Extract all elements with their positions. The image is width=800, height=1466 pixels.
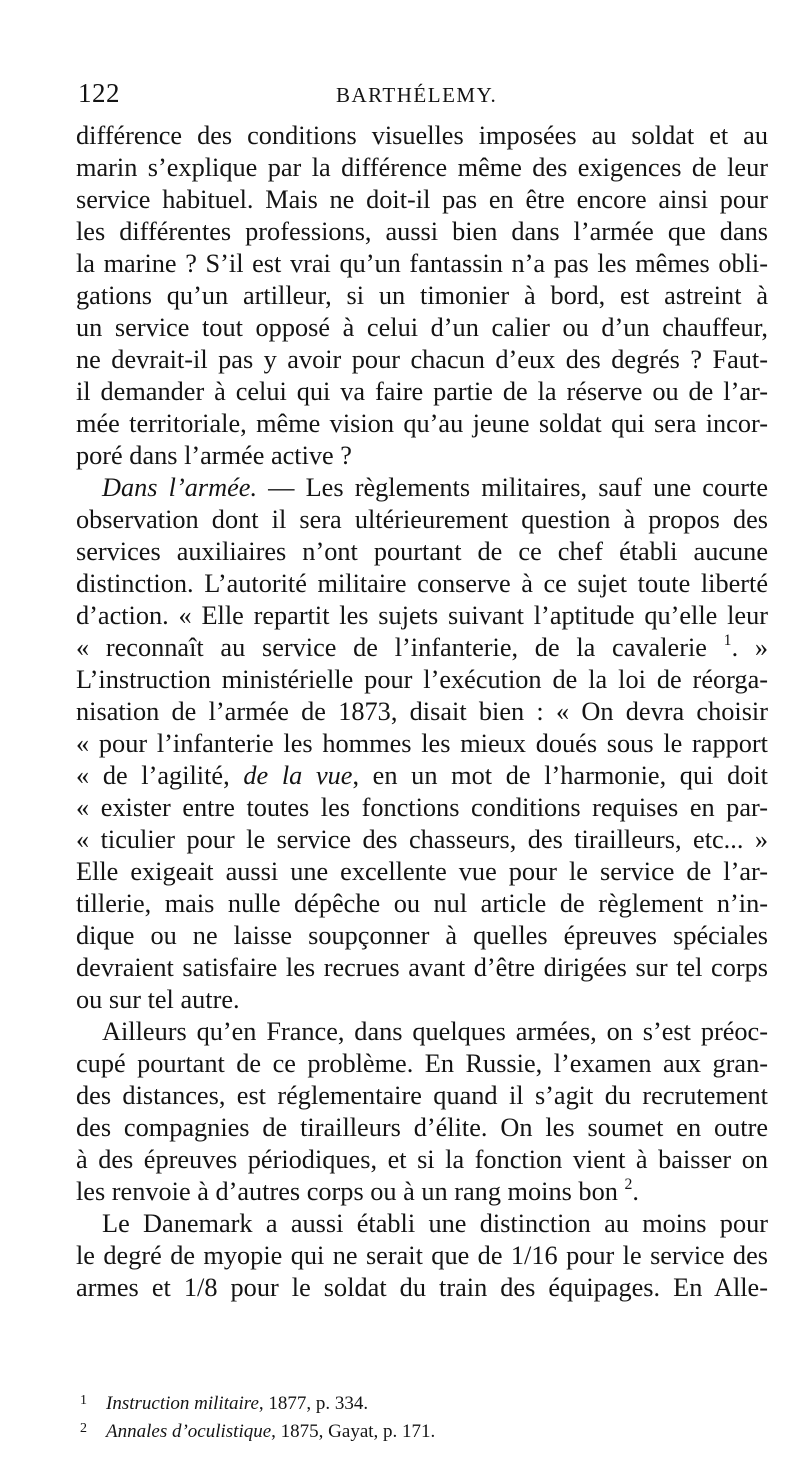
text-line: service habituel. Mais ne doit-il pas en être encore ainsi pour <box>76 185 768 214</box>
text-line: différence des conditions visuelles imposées au soldat et au <box>76 121 768 150</box>
footnote-mark: 1 <box>80 1393 87 1408</box>
footnote-title: Instruction militaire <box>106 1392 259 1414</box>
text-fragment: — Les règlements militaires, sauf une courte <box>257 473 768 502</box>
text-line <box>76 472 768 504</box>
text-line: services auxiliaires n’ont pourtant de ce chef établi aucune <box>76 537 768 566</box>
text-line: poré dans l’armée active ? <box>76 441 352 470</box>
paragraph-3 <box>76 1016 768 1208</box>
paragraph-2 <box>76 472 768 1016</box>
text-fragment: les renvoie à d’autres corps ou à un rang moins bon <box>76 1177 618 1206</box>
footnote-title: Annales d’oculistique <box>106 1420 272 1442</box>
footnote-2 <box>80 1416 770 1444</box>
text-line: tillerie, mais nulle dépêche ou nul article de règlement n’in- <box>76 889 768 918</box>
page-header <box>78 78 768 112</box>
text-line: les différentes professions, aussi bien dans l’armée que dans <box>76 217 768 246</box>
text-line: cupé pourtant de ce problème. En Russie, l’examen aux gran- <box>76 1049 768 1078</box>
text-line: il demander à celui qui va faire partie de la réserve ou de l’ar- <box>76 377 768 406</box>
text-line: marin s’explique par la différence même des exigences de leur <box>76 153 768 182</box>
text-line: gations qu’un artilleur, si un timonier à bord, est astreint à <box>76 281 768 310</box>
footnote-mark: 2 <box>80 1420 87 1436</box>
text-line <box>76 632 768 664</box>
page-number: 122 <box>78 78 120 108</box>
text-line <box>76 1176 768 1208</box>
footnote-ref-2: 2 <box>624 1175 633 1193</box>
body-text <box>76 120 768 1304</box>
text-line: Elle exigeait aussi une excellente vue pour le service de l’ar- <box>76 857 768 886</box>
text-line: « ticulier pour le service des chasseurs, des tirailleurs, etc... » <box>76 825 768 854</box>
text-line: mée territoriale, même vision qu’au jeune soldat qui sera incor- <box>76 409 768 438</box>
text-line: dique ou ne laisse soupçonner à quelles épreuves spéciales <box>76 921 768 950</box>
text-line: un service tout opposé à celui d’un calier ou d’un chauffeur, <box>76 313 768 342</box>
footnotes <box>80 1388 770 1444</box>
text-line: devraient satisfaire les recrues avant d’être dirigées sur tel corps <box>76 953 768 982</box>
text-line: ou sur tel autre. <box>76 985 240 1014</box>
paragraph-4 <box>76 1208 768 1304</box>
text-line: Ailleurs qu’en France, dans quelques armées, on s’est préoc- <box>102 1017 768 1046</box>
text-line <box>76 760 768 792</box>
footnote-rest: , 1875, Gayat, p. 171. <box>271 1420 436 1442</box>
running-head: BARTHÉLEMY. <box>336 83 498 107</box>
text-fragment: , en un mot de l’harmonie, qui doit <box>352 761 768 790</box>
text-fragment: . » <box>731 633 769 662</box>
text-line: « pour l’infanterie les hommes les mieux doués sous le rapport <box>76 729 768 758</box>
text-fragment: . <box>632 1177 639 1206</box>
text-line: L’instruction ministérielle pour l’exécution de la loi de réorga- <box>76 665 768 694</box>
text-fragment: « de l’agilité, <box>76 761 244 790</box>
text-line: armes et 1/8 pour le soldat du train des équipages. En Alle- <box>76 1273 768 1302</box>
text-fragment: « reconnaît au service de l’infanterie, de la cavalerie <box>76 633 707 662</box>
footnote-ref-1: 1 <box>723 631 732 649</box>
section-heading-italic: Dans l’armée. <box>102 473 258 502</box>
text-line: « exister entre toutes les fonctions conditions requises en par- <box>76 793 768 822</box>
text-line: le degré de myopie qui ne serait que de 1/16 pour le service des <box>76 1241 768 1270</box>
text-line: observation dont il sera ultérieurement question à propos des <box>76 505 768 534</box>
text-line: des distances, est réglementaire quand il s’agit du recrutement <box>76 1081 768 1110</box>
text-line: des compagnies de tirailleurs d’élite. On les soumet en outre <box>76 1113 768 1142</box>
footnote-1 <box>80 1388 770 1416</box>
text-line: ne devrait-il pas y avoir pour chacun d’eux des degrés ? Faut- <box>76 345 768 374</box>
paragraph-1 <box>76 120 768 472</box>
text-line: distinction. L’autorité militaire conserve à ce sujet toute liberté <box>76 569 768 598</box>
text-line: nisation de l’armée de 1873, disait bien : « On devra choisir <box>76 697 768 726</box>
footnote-rest: , 1877, p. 334. <box>258 1392 369 1414</box>
text-line: à des épreuves périodiques, et si la fonction vient à baisser on <box>76 1145 768 1174</box>
text-line: la marine ? S’il est vrai qu’un fantassin n’a pas les mêmes obli- <box>76 249 768 278</box>
text-line: d’action. « Elle repartit les sujets suivant l’aptitude qu’elle leur <box>76 601 768 630</box>
italic-phrase: de la vue <box>243 761 353 790</box>
text-line: Le Danemark a aussi établi une distinction au moins pour <box>102 1209 768 1238</box>
